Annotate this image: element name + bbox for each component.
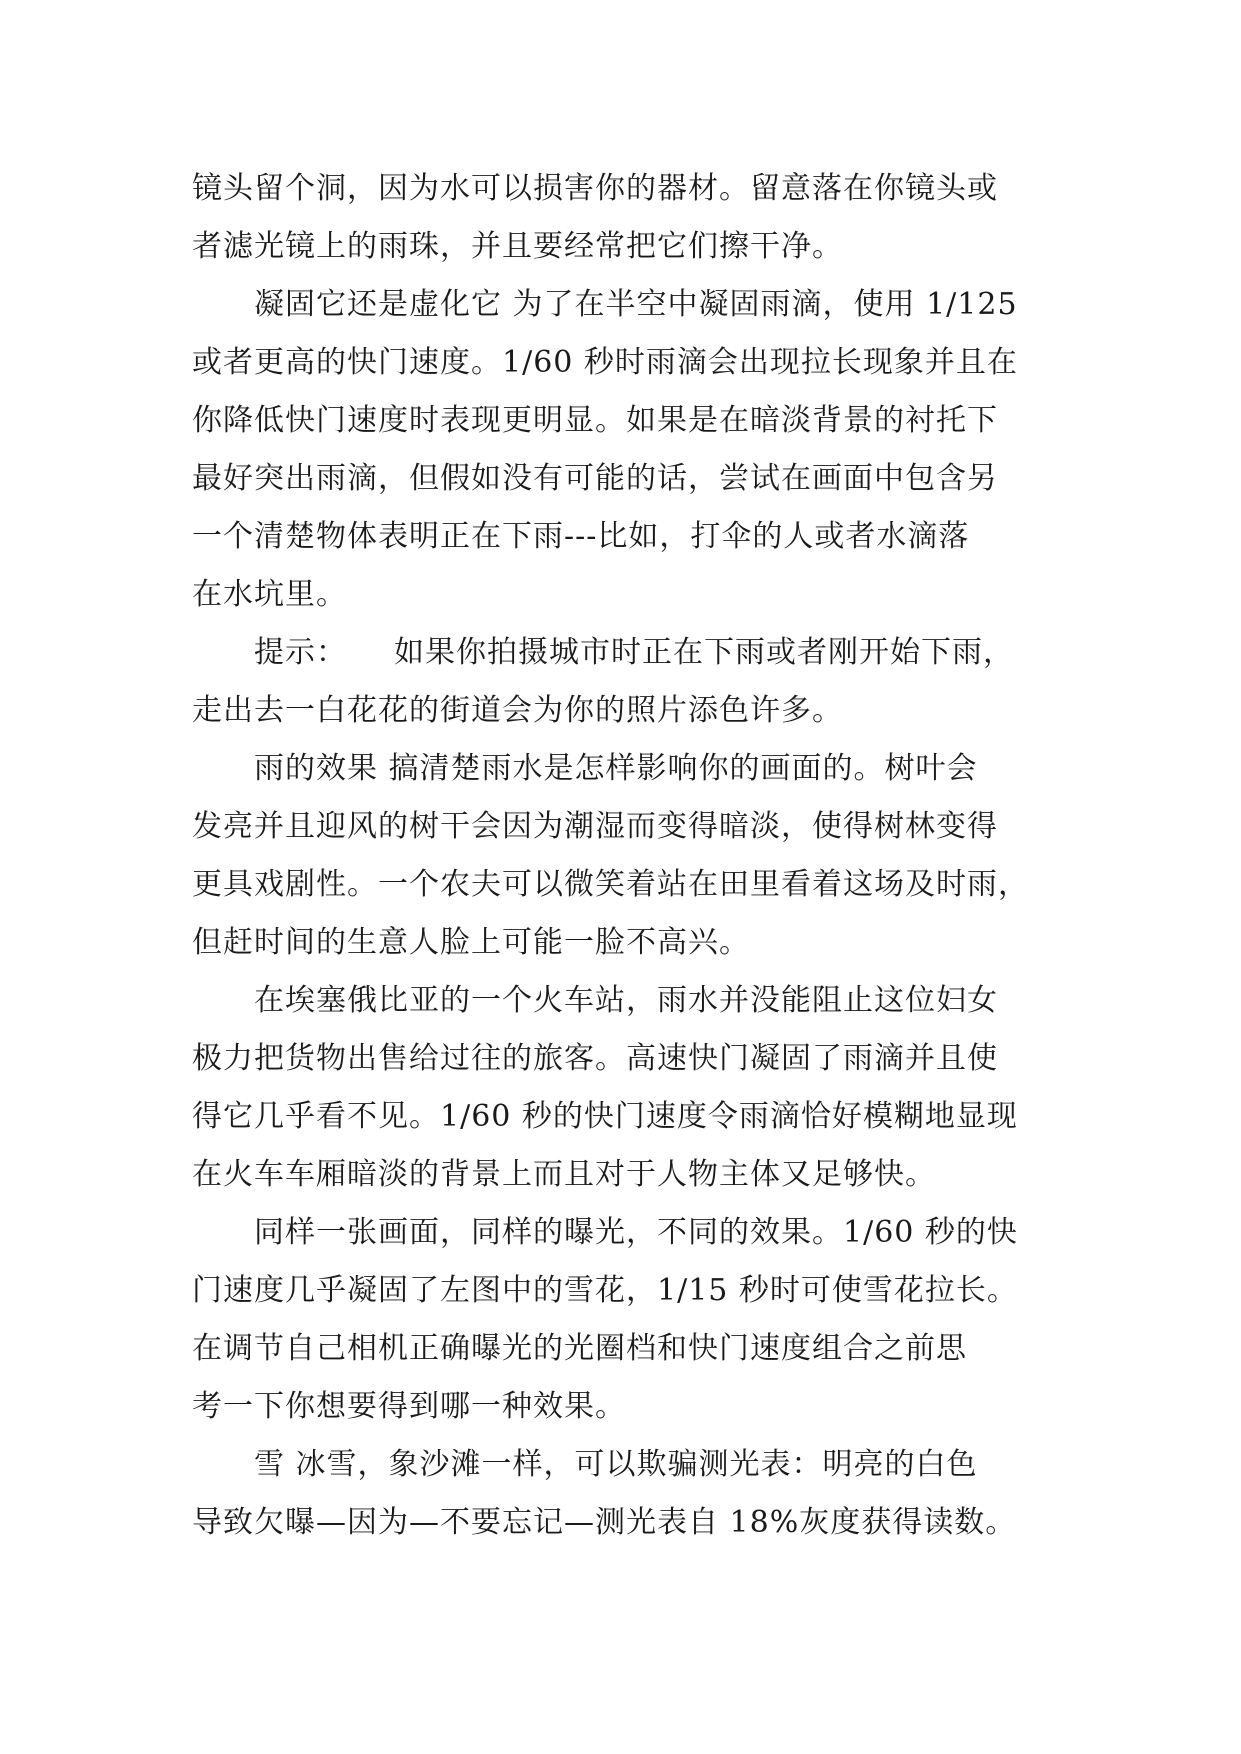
text-line: 最好突出雨滴，但假如没有可能的话，尝试在画面中包含另	[192, 461, 998, 496]
text-line: 或者更高的快门速度。1/60 秒时雨滴会出现拉长现象并且在	[192, 345, 1018, 380]
text-line: 走出去一白花花的街道会为你的照片添色许多。	[192, 693, 843, 728]
text-line: 你降低快门速度时表现更明显。如果是在暗淡背景的衬托下	[192, 403, 998, 438]
text-line: 者滤光镜上的雨珠，并且要经常把它们擦干净。	[192, 229, 843, 264]
document-body	[192, 160, 1052, 1552]
text-line: 雨的效果 搞清楚雨水是怎样影响你的画面的。树叶会	[192, 751, 978, 786]
text-line: 提示： 如果你拍摄城市时正在下雨或者刚开始下雨，	[192, 635, 1014, 670]
text-line: 发亮并且迎风的树干会因为潮湿而变得暗淡，使得树林变得	[192, 809, 998, 844]
text-line: 得它几乎看不见。1/60 秒的快门速度令雨滴恰好模糊地显现	[192, 1099, 1018, 1134]
text-line: 极力把货物出售给过往的旅客。高速快门凝固了雨滴并且使	[192, 1041, 998, 1076]
text-line: 凝固它还是虚化它 为了在半空中凝固雨滴，使用 1/125	[192, 287, 1018, 322]
text-line: 更具戏剧性。一个农夫可以微笑着站在田里看着这场及时雨，	[192, 867, 1029, 902]
text-line: 门速度几乎凝固了左图中的雪花，1/15 秒时可使雪花拉长。	[192, 1273, 1018, 1308]
text-line: 雪 冰雪，象沙滩一样，可以欺骗测光表：明亮的白色	[192, 1447, 978, 1482]
text-line: 导致欠曝—因为—不要忘记—测光表自 18%灰度获得读数。	[192, 1505, 1017, 1540]
text-line: 镜头留个洞，因为水可以损害你的器材。留意落在你镜头或	[192, 171, 998, 206]
text-line: 一个清楚物体表明正在下雨---比如，打伞的人或者水滴落	[192, 519, 970, 554]
text-line: 在火车车厢暗淡的背景上而且对于人物主体又足够快。	[192, 1157, 936, 1192]
text-line: 在埃塞俄比亚的一个火车站，雨水并没能阻止这位妇女	[192, 983, 998, 1018]
text-line: 在调节自己相机正确曝光的光圈档和快门速度组合之前思	[192, 1331, 967, 1366]
text-line: 但赶时间的生意人脸上可能一脸不高兴。	[192, 925, 750, 960]
text-line: 同样一张画面，同样的曝光，不同的效果。1/60 秒的快	[192, 1215, 1018, 1250]
text-line: 考一下你想要得到哪一种效果。	[192, 1389, 626, 1424]
text-line: 在水坑里。	[192, 577, 347, 612]
